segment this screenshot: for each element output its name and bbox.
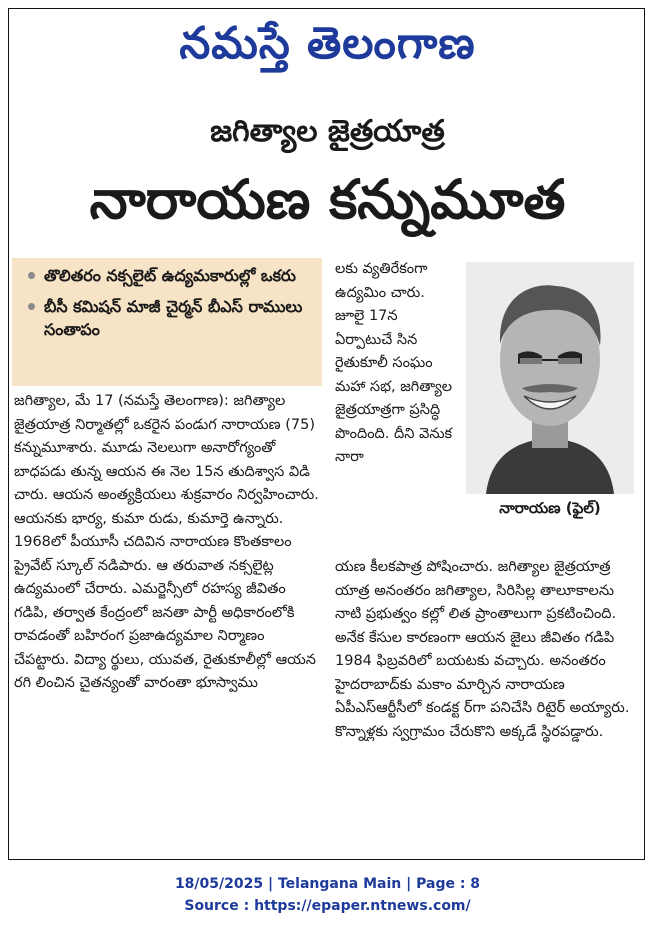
article-headline: నారాయణ కన్నుమూత <box>89 168 566 231</box>
portrait-photo <box>466 262 634 494</box>
body-text: యణ కీలకపాత్ర పోషించారు. జగిత్యాల జైత్రయాత్ర యాత్ర అనంతరం జగిత్యాల, సిరిసిల్ల తాలూకాలను నాటి ప్రభుత్వం కల్లో లిత ప్రాంతాలుగా ప్రకటించింది. అనేక కేసుల కారణంగా ఆయన జైలు జీవితం గడిపి 1984 ఫిబ్రవరిలో బయటకు వచ్చారు. అనంతరం హైదరాబాద్‌కు మకాం మార్చిన నారాయణ ఏపీఎస్ఆర్టీసీలో కండక్ట ర్‌గా పనిచేసి రిటైర్ అయ్యారు. కొన్నాళ్లకు స్వగ్రామం చేరుకొని అక్కడే స్థిరపడ్డారు. <box>335 559 630 740</box>
body-text: లకు వ్యతిరేకంగా ఉద్యమిం చారు. జూలై 17న ఏర్పాటుచే సిన రైతుకూలీ సంఘం మహా సభ, జగిత్యాల జైత్రయాత్రగా ప్రసిద్ధి పొందింది. దీని వెనుక నారా <box>335 261 453 465</box>
highlight-item: బీసీ కమిషన్ మాజీ చైర్మన్ బీఎస్ రాములు సంతాపం <box>26 295 314 341</box>
footer-date-line: 18/05/2025 | Telangana Main | Page : 8 <box>174 876 481 892</box>
body-column-right <box>335 258 455 554</box>
highlights-box <box>12 258 322 386</box>
highlight-item: తొలితరం నక్సలైట్ ఉద్యమకారుల్లో ఒకరు <box>26 264 314 287</box>
photo-caption: నారాయణ (ఫైల్) <box>499 499 601 517</box>
footer-source-line[interactable]: Source : https://epaper.ntnews.com/ <box>184 898 471 914</box>
source-footer <box>0 873 655 917</box>
newspaper-masthead: నమస్తే తెలంగాణ <box>179 18 476 69</box>
portrait-illustration <box>466 262 634 494</box>
body-column-left <box>14 390 324 836</box>
body-text: జగిత్యాల, మే 17 (నమస్తే తెలంగాణ): జగిత్యాల జైత్రయాత్ర నిర్మాతల్లో ఒకరైన పండుగ నారాయణ (75) కన్నుమూశారు. మూడు నెలలుగా అనారోగ్యంతో బాధపడు తున్న ఆయన ఈ నెల 15న తుదిశ్వాస విడి చారు. ఆయన అంత్యక్రియలు శుక్రవారం నిర్వహించారు. ఆయనకు భార్య, కుమా రుడు, కుమార్తె ఉన్నారు. 1968లో పీయూసీ చదివిన నారాయణ కొంతకాలం ప్రైవేట్ స్కూల్ నడిపారు. ఆ తరువాత నక్సలైట్ల ఉద్యమంలో చేరారు. ఎమర్జెన్సీలో రహస్య జీవితం గడిపి, తర్వాత కేంద్రంలో జనతా పార్టీ అధికారంలోకి రావడంతో బహిరంగ ప్రజాఉద్యమాల నిర్మాణం చేపట్టారు. విద్యా ర్థులు, యువత, రైతుకూలీల్లో ఆయన రగి లించిన చైతన్యంతో వారంతా భూస్వాము <box>14 393 319 691</box>
article-kicker: జగిత్యాల జైత్రయాత్ర <box>210 114 445 149</box>
body-column-bottom <box>335 556 639 836</box>
